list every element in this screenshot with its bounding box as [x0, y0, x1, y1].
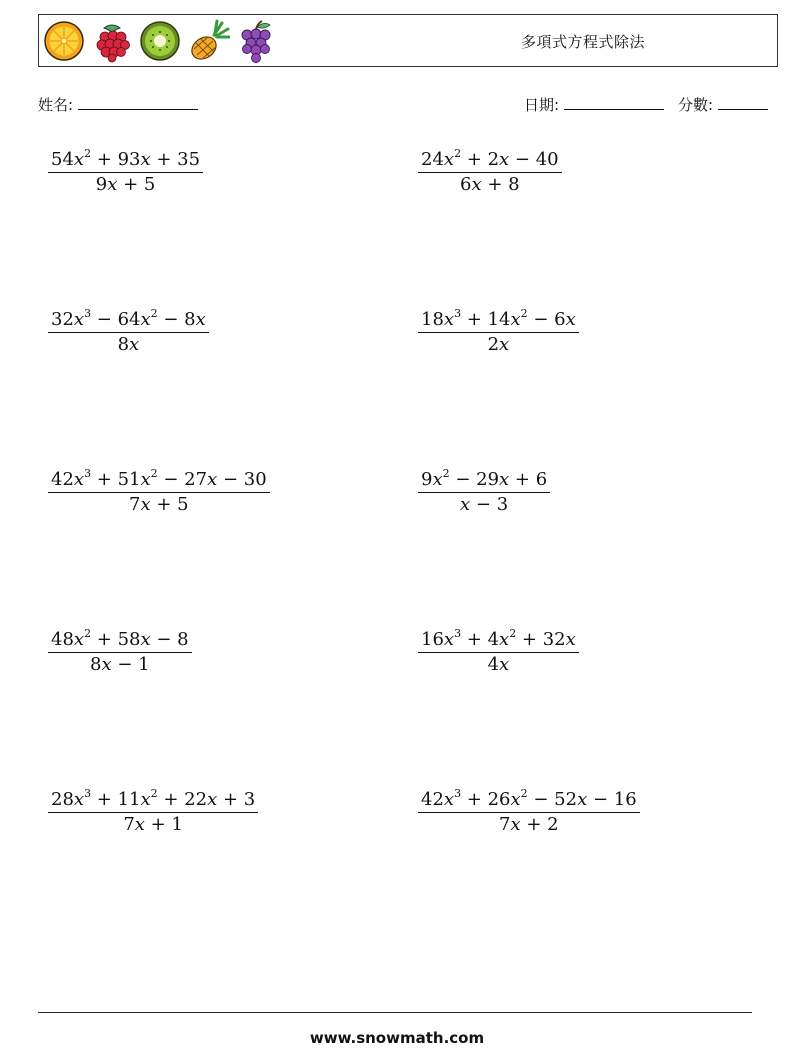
denominator: 4x [418, 652, 579, 677]
fraction [418, 468, 550, 517]
raspberry-icon [90, 19, 134, 63]
numerator: $18x^3 + 14x^2 - 6x$ [421, 307, 576, 330]
fraction [418, 148, 562, 197]
problem-2 [418, 148, 562, 197]
score-blank[interactable] [718, 93, 768, 110]
problem-9 [48, 788, 258, 837]
score-field [678, 93, 768, 115]
denominator: 7x + 2 [418, 812, 640, 837]
denominator: 8x [48, 332, 209, 357]
orange-icon [42, 19, 86, 63]
fraction [48, 628, 192, 677]
numerator: $54x^2 + 93x + 35$ [51, 147, 201, 170]
problem-6 [418, 468, 550, 517]
pineapple-icon [186, 19, 230, 63]
problem-8 [418, 628, 579, 677]
fruit-icons [42, 19, 278, 63]
denominator: 8x − 1 [48, 652, 192, 677]
denominator: 2x [418, 332, 579, 357]
denominator: 6x + 8 [418, 172, 562, 197]
name-field [38, 93, 198, 115]
fraction [48, 308, 209, 357]
problem-7 [48, 628, 192, 677]
numerator: $32x^3 - 64x^2 - 8x$ [51, 307, 206, 330]
fraction [418, 788, 640, 837]
numerator: $42x^3 + 51x^2 - 27x - 30$ [51, 467, 267, 490]
fraction [48, 468, 270, 517]
problem-10 [418, 788, 640, 837]
date-field [524, 93, 664, 115]
footer-divider [38, 1012, 752, 1013]
name-label: 姓名: [38, 96, 74, 114]
denominator: x − 3 [418, 492, 550, 517]
fraction [48, 788, 258, 837]
denominator: 9x + 5 [48, 172, 203, 197]
denominator: 7x + 5 [48, 492, 270, 517]
kiwi-icon [138, 19, 182, 63]
problem-1 [48, 148, 203, 197]
numerator: $42x^3 + 26x^2 - 52x - 16$ [421, 787, 637, 810]
numerator: $24x^2 + 2x - 40$ [421, 147, 559, 170]
problem-5 [48, 468, 270, 517]
numerator: $16x^3 + 4x^2 + 32x$ [421, 627, 576, 650]
fraction [418, 628, 579, 677]
date-blank[interactable] [564, 93, 664, 110]
numerator: $9x^2 - 29x + 6$ [421, 467, 548, 490]
fraction [418, 308, 579, 357]
score-label: 分數: [678, 96, 714, 114]
numerator: $48x^2 + 58x - 8$ [51, 627, 189, 650]
worksheet-header [38, 14, 778, 67]
problem-4 [418, 308, 579, 357]
grape-icon [234, 19, 278, 63]
denominator: 7x + 1 [48, 812, 258, 837]
fraction [48, 148, 203, 197]
footer-url: www.snowmath.com [309, 1029, 485, 1047]
date-label: 日期: [524, 96, 560, 114]
name-blank[interactable] [78, 93, 198, 110]
numerator: $28x^3 + 11x^2 + 22x + 3$ [51, 787, 256, 810]
worksheet-title: 多項式方程式除法 [521, 33, 646, 51]
problem-3 [48, 308, 209, 357]
